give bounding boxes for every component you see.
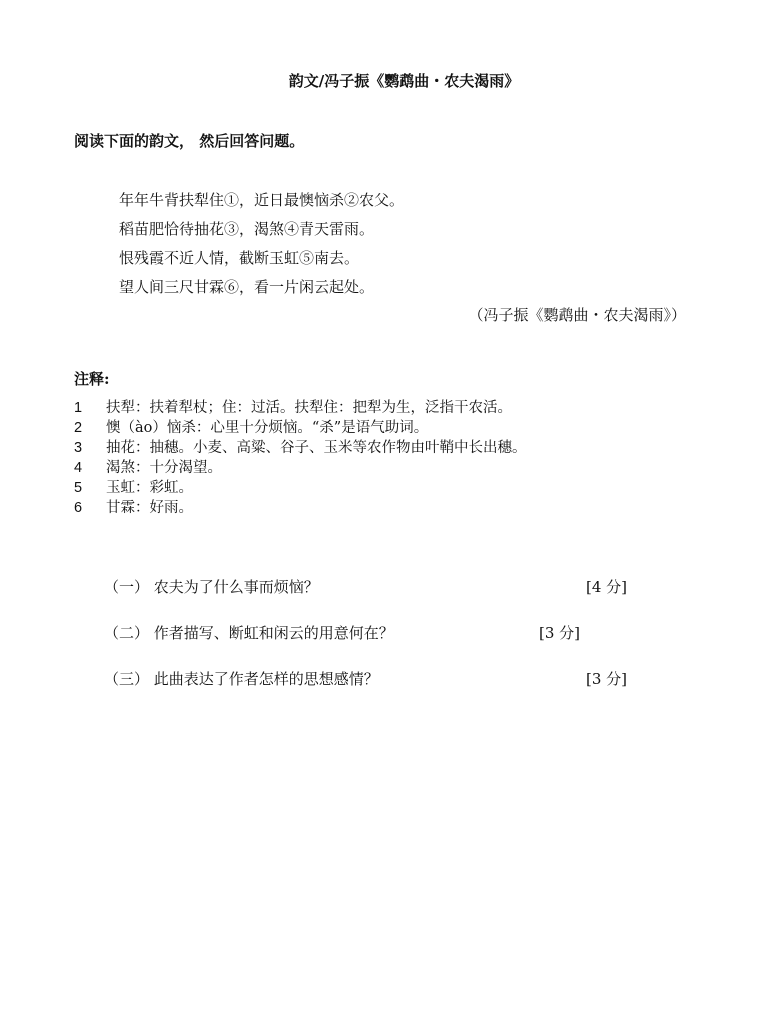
question-text: （二） 作者描写、断虹和闲云的用意何在？	[104, 624, 394, 642]
notes-list	[74, 398, 527, 518]
note-number: 4	[74, 460, 83, 476]
poem-line: 年年牛背扶犁住①，近日最懊恼杀②农父。	[119, 191, 405, 209]
poem-line: 望人间三尺甘霖⑥，看一片闲云起处。	[119, 278, 375, 296]
note-number: 6	[74, 500, 83, 516]
note-text: 懊（ào）恼杀：心里十分烦恼。“杀”是语气助词。	[106, 420, 429, 436]
question-text: （三） 此曲表达了作者怎样的思想感情？	[104, 670, 379, 688]
note-text: 扶犁：扶着犁杖；住：过活。扶犁住：把犁为生，泛指干农活。	[106, 400, 512, 416]
notes-heading: 注释:	[74, 370, 110, 388]
note-text: 甘霖：好雨。	[106, 500, 193, 516]
question-1	[104, 576, 319, 597]
note-number: 2	[74, 420, 83, 436]
poem-source: （冯子振《鹦鹉曲・农夫渴雨》）	[468, 306, 686, 324]
note-item	[74, 398, 527, 418]
note-item	[74, 498, 527, 518]
page-title: 韵文/冯子振《鹦鹉曲・农夫渴雨》	[288, 72, 520, 90]
note-item	[74, 438, 527, 458]
note-item	[74, 458, 527, 478]
poem-line: 恨残霞不近人情，截断玉虹⑤南去。	[119, 249, 360, 267]
poem-line: 稻苗肥恰待抽花③，渴煞④青天雷雨。	[119, 220, 375, 238]
poem-body	[119, 186, 404, 302]
question-2	[104, 622, 394, 643]
note-text: 渴煞：十分渴望。	[106, 460, 222, 476]
question-text: （一） 农夫为了什么事而烦恼？	[104, 578, 319, 596]
note-text: 抽花：抽穗。小麦、高粱、谷子、玉米等农作物由叶鞘中长出穗。	[106, 440, 527, 456]
note-item	[74, 478, 527, 498]
question-score: [3 分]	[586, 670, 628, 688]
question-3	[104, 668, 379, 689]
question-score: [3 分]	[539, 624, 581, 642]
note-number: 1	[74, 400, 83, 416]
note-number: 5	[74, 480, 83, 496]
note-item	[74, 418, 527, 438]
note-text: 玉虹：彩虹。	[106, 480, 193, 496]
question-score: [4 分]	[586, 578, 628, 596]
reading-instruction: 阅读下面的韵文， 然后回答问题。	[74, 132, 305, 150]
note-number: 3	[74, 440, 83, 456]
